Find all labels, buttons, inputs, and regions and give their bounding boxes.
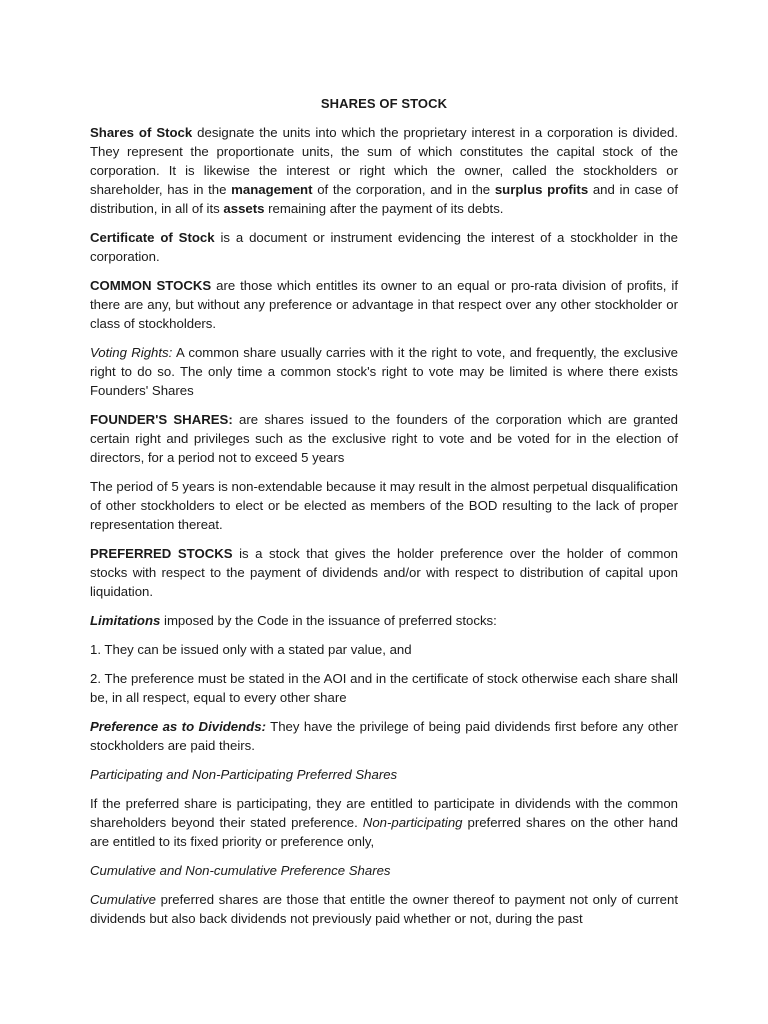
term-certificate-of-stock: Certificate of Stock bbox=[90, 230, 215, 245]
text-run: 1. They can be issued only with a stated par value, and bbox=[90, 642, 412, 657]
term-preference-dividends: Preference as to Dividends: bbox=[90, 719, 266, 734]
paragraph-participating bbox=[90, 794, 678, 851]
term-assets: assets bbox=[223, 201, 265, 216]
paragraph-cumulative bbox=[90, 890, 678, 928]
text-run: is a document or instrument evidencing the interest of a stockholder in the corporation. bbox=[90, 230, 678, 264]
paragraph-preferred-stocks bbox=[90, 544, 678, 601]
text-run: preferred shares are those that entitle the owner thereof to payment not only of current dividends but also back dividends not previously paid whether or not, during the past bbox=[90, 892, 678, 926]
text-run: of the corporation, and in the bbox=[312, 182, 495, 197]
paragraph-certificate-of-stock bbox=[90, 228, 678, 266]
text-run: A common share usually carries with it the right to vote, and frequently, the exclusive right to do so. The only time a common stock's right to vote may be limited is where there exists Founders' Shares bbox=[90, 345, 678, 398]
page-title: SHARES OF STOCK bbox=[320, 96, 448, 111]
term-cumulative: Cumulative bbox=[90, 892, 156, 907]
term-preferred-stocks: PREFERRED STOCKS bbox=[90, 546, 233, 561]
term-founders-shares: FOUNDER'S SHARES: bbox=[90, 412, 233, 427]
text-run: 2. The preference must be stated in the AOI and in the certificate of stock otherwise each share shall be, in all respect, equal to every other share bbox=[90, 671, 678, 705]
subheading-cumulative bbox=[90, 861, 678, 880]
text-run: are those which entitles its owner to an equal or pro-rata division of profits, if there are any, but without any preference or advantage in that respect over any other stockholder or class of stockholders. bbox=[90, 278, 678, 331]
text-run: If the preferred share is participating, they are entitled to participate in dividends with the common shareholders beyond their stated preference. bbox=[90, 796, 678, 830]
term-management: management bbox=[231, 182, 313, 197]
paragraph-limitations bbox=[90, 611, 678, 630]
term-voting-rights: Voting Rights: bbox=[90, 345, 173, 360]
text-run: is a stock that gives the holder preference over the holder of common stocks with respect to the payment of dividends and/or with respect to distribution of capital upon liquidation. bbox=[90, 546, 678, 599]
paragraph-period bbox=[90, 477, 678, 534]
text-run: remaining after the payment of its debts. bbox=[264, 201, 504, 216]
paragraph-voting-rights bbox=[90, 343, 678, 400]
paragraph-common-stocks bbox=[90, 276, 678, 333]
text-run: preferred shares on the other hand are entitled to its fixed priority or preference only, bbox=[90, 815, 678, 849]
text-run: and in case of distribution, in all of its bbox=[90, 182, 678, 216]
text-run: Participating and Non-Participating Preferred Shares bbox=[90, 767, 398, 782]
text-run: are shares issued to the founders of the corporation which are granted certain right and privileges such as the exclusive right to vote and be voted for in the election of directors, for a period not to exceed 5 years bbox=[90, 412, 678, 465]
list-item-limitation-1 bbox=[90, 640, 678, 659]
text-run: imposed by the Code in the issuance of preferred stocks: bbox=[160, 613, 497, 628]
term-common-stocks: COMMON STOCKS bbox=[90, 278, 212, 293]
paragraph-founders-shares bbox=[90, 410, 678, 467]
subheading-participating bbox=[90, 765, 678, 784]
list-item-limitation-2 bbox=[90, 669, 678, 707]
paragraph-shares-of-stock bbox=[90, 123, 678, 218]
term-surplus-profits: surplus profits bbox=[494, 182, 589, 197]
term-shares-of-stock: Shares of Stock bbox=[90, 125, 193, 140]
paragraph-preference-dividends bbox=[90, 717, 678, 755]
text-run: designate the units into which the proprietary interest in a corporation is divided. They represent the proportionate units, the sum of which constitutes the capital stock of the corporation. It is likewise the interest or right which the owner, called the stockholders or shareholder, has in the bbox=[90, 125, 678, 197]
text-run: Cumulative and Non-cumulative Preference Shares bbox=[90, 863, 391, 878]
term-limitations: Limitations bbox=[90, 613, 161, 628]
text-run: They have the privilege of being paid dividends first before any other stockholders are paid theirs. bbox=[90, 719, 678, 753]
term-non-participating: Non-participating bbox=[362, 815, 463, 830]
text-run: The period of 5 years is non-extendable because it may result in the almost perpetual disqualification of other stockholders to elect or be elected as members of the BOD resulting to the lack of proper representation thereat. bbox=[90, 479, 678, 532]
